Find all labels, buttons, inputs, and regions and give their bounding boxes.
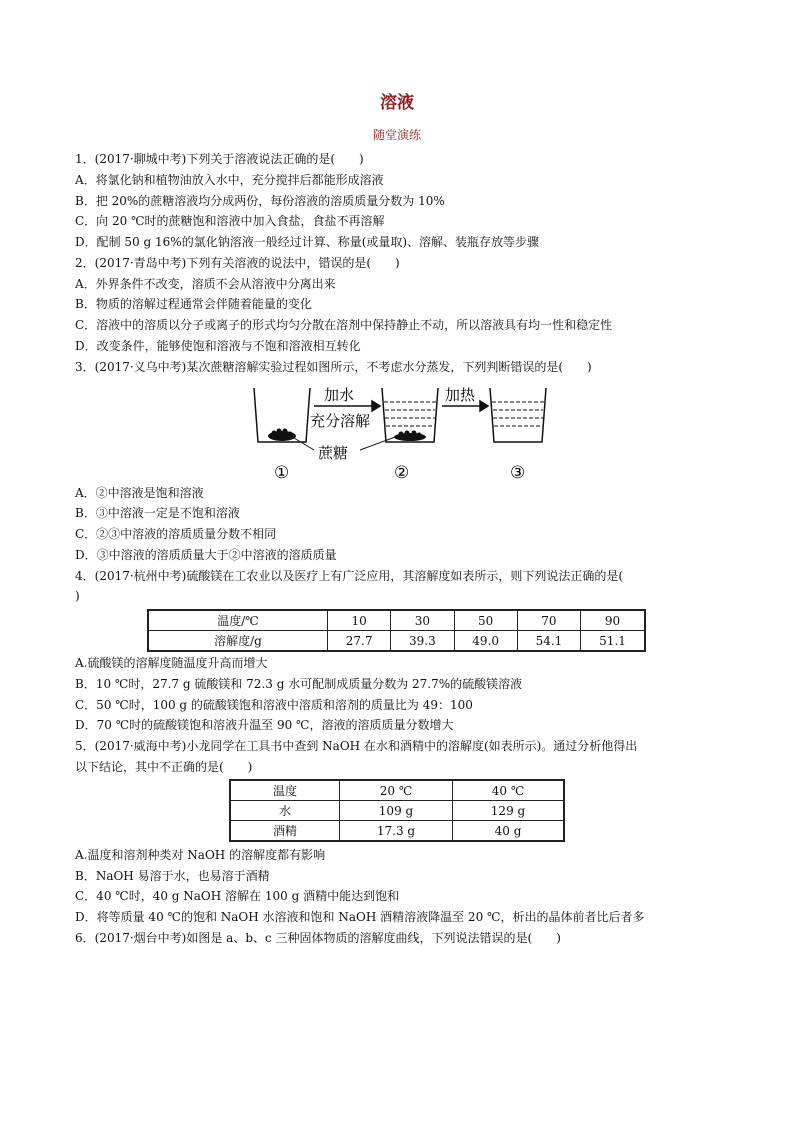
question-5-option-c: C．40 ℃时，40 g NaOH 溶解在 100 g 酒精中能达到饱和 [75,889,400,903]
question-1-option-d: D．配制 50 g 16%的氯化钠溶液一般经过计算、称量(或量取)、溶解、装瓶存放等步骤 [75,235,540,249]
table-cell: 70 [517,610,580,631]
table-header-cell: 溶解度/g [148,631,328,652]
table-cell: 51.1 [581,631,645,652]
question-3-stem: 3．(2017·义乌中考)某次蔗糖溶解实验过程如图所示，不考虑水分蒸发，下列判断错误的是( ) [75,360,592,374]
beaker-3-label: ③ [510,463,526,483]
question-4-option-c: C．50 ℃时，100 g 的硫酸镁饱和溶液中溶质和溶剂的质量比为 49：100 [75,698,473,712]
beaker-3 [490,388,546,442]
question-6-stem: 6．(2017·烟台中考)如图是 a、b、c 三种固体物质的溶解度曲线，下列说法错误的是( ) [75,931,561,945]
table-row [148,631,645,652]
question-5-stem-cont: 以下结论，其中不正确的是( ) [75,760,253,774]
table-cell: 109 g [340,801,453,821]
question-3-option-c: C．②③中溶液的溶质质量分数不相同 [75,527,277,541]
heat-label: 加热 [445,386,476,404]
question-3-option-d: D．③中溶液的溶质质量大于②中溶液的溶质质量 [75,548,337,562]
question-1-option-a: A．将氯化钠和植物油放入水中，充分搅拌后都能形成溶液 [75,173,384,187]
question-1-option-c: C．向 20 ℃时的蔗糖饱和溶液中加入食盐，食盐不再溶解 [75,214,385,228]
magnesium-sulfate-solubility-table [147,609,646,652]
sucrose-pile-1 [268,429,296,442]
table-cell: 129 g [453,801,565,821]
sucrose-pile-2 [394,431,426,442]
question-5-option-b: B．NaOH 易溶于水，也易溶于酒精 [75,869,270,883]
table-row [230,821,564,842]
solution-2 [384,402,436,426]
question-4-option-b: B．10 ℃时，27.7 g 硫酸镁和 72.3 g 水可配制成质量分数为 27.7%的硫酸镁溶液 [75,677,523,691]
question-2-option-a: A．外界条件不改变，溶质不会从溶液中分离出来 [75,277,336,291]
add-water-label: 加水 [324,386,355,404]
table-row [230,780,564,801]
table-cell: 10 [328,610,391,631]
table-cell: 90 [581,610,645,631]
question-4-stem-cont: ) [75,589,80,603]
question-2-stem: 2．(2017·青岛中考)下列有关溶液的说法中，错误的是( ) [75,256,400,270]
beaker-1-label: ① [274,463,290,483]
question-4-option-d: D．70 ℃时的硫酸镁饱和溶液升温至 90 ℃，溶液的溶质质量分数增大 [75,718,454,732]
page-subtitle: 随堂演练 [372,128,421,142]
table-row [230,801,564,821]
table-cell: 水 [230,801,340,821]
table-cell: 27.7 [328,631,391,652]
question-5-option-d: D．将等质量 40 ℃的饱和 NaOH 水溶液和饱和 NaOH 酒精溶液降温至 20 ℃，析出的晶体前者比后者多 [75,910,645,924]
question-1-option-b: B．把 20%的蔗糖溶液均分成两份，每份溶液的溶质质量分数为 10% [75,194,445,208]
beaker-2-label: ② [394,463,410,483]
question-2-option-c: C．溶液中的溶质以分子或离子的形式均匀分散在溶剂中保持静止不动，所以溶液具有均一性和稳定性 [75,318,613,332]
table-cell: 17.3 g [340,821,453,842]
sucrose-dissolving-diagram [248,380,548,485]
table-row [148,610,645,631]
table-cell: 39.3 [391,631,454,652]
table-cell: 酒精 [230,821,340,842]
question-4-option-a: A.硫酸镁的溶解度随温度升高而增大 [75,656,268,670]
table-header-cell: 温度/℃ [148,610,328,631]
dissolve-label: 充分溶解 [310,412,371,430]
question-2-option-b: B．物质的溶解过程通常会伴随着能量的变化 [75,297,312,311]
table-cell: 50 [454,610,517,631]
table-cell: 49.0 [454,631,517,652]
question-1-stem: 1．(2017·聊城中考)下列关于溶液说法正确的是( ) [75,152,364,166]
question-3-option-a: A．②中溶液是饱和溶液 [75,486,204,500]
table-header-cell: 温度 [230,780,340,801]
question-5-stem: 5．(2017·威海中考)小龙同学在工具书中查到 NaOH 在水和酒精中的溶解度(如表所示)。通过分析他得出 [75,739,638,753]
table-header-cell: 40 ℃ [453,780,565,801]
question-5-option-a: A.温度和溶剂种类对 NaOH 的溶解度都有影响 [75,848,326,862]
sucrose-label: 蔗糖 [318,444,349,462]
naoh-solubility-table [229,779,565,842]
table-cell: 54.1 [517,631,580,652]
table-header-cell: 20 ℃ [340,780,453,801]
page-title: 溶液 [380,93,414,113]
question-3-option-b: B．③中溶液一定是不饱和溶液 [75,506,240,520]
question-2-option-d: D．改变条件，能够使饱和溶液与不饱和溶液相互转化 [75,339,361,353]
question-4-stem: 4．(2017·杭州中考)硫酸镁在工农业以及医疗上有广泛应用，其溶解度如表所示，则下列说法正确的是( [75,569,624,583]
table-cell: 30 [391,610,454,631]
solution-3 [492,402,544,426]
table-cell: 40 g [453,821,565,842]
